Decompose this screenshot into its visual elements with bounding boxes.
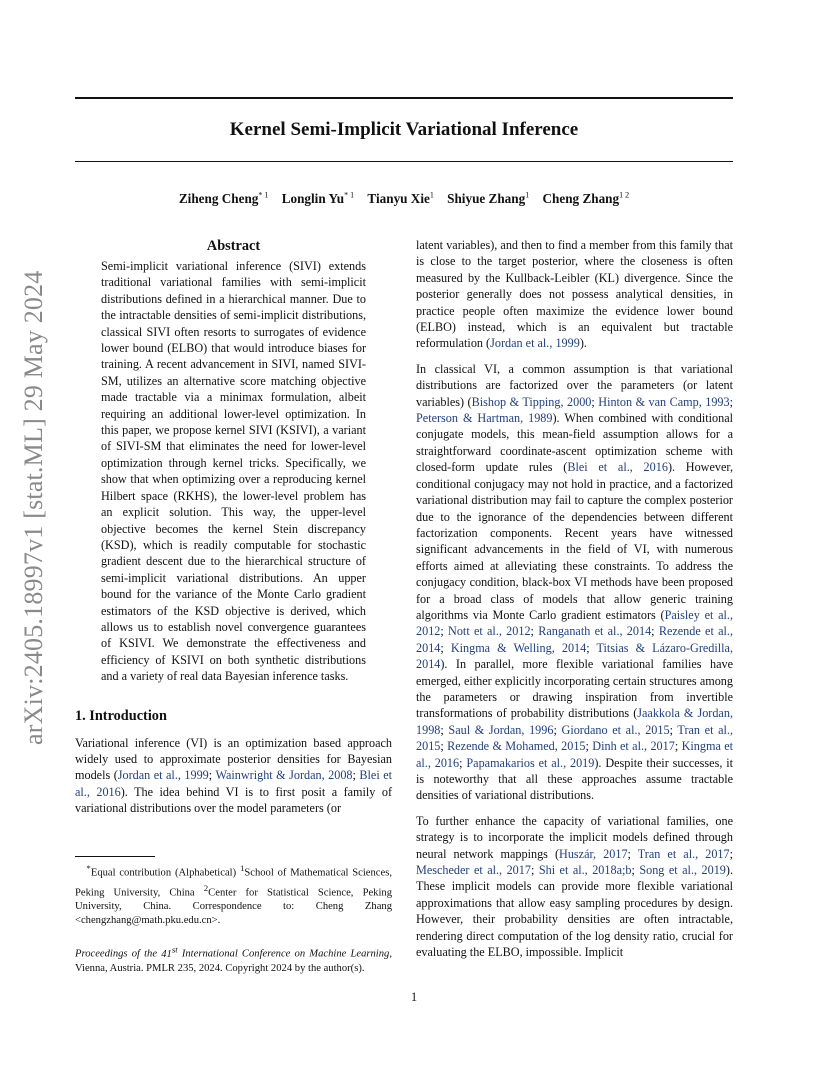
citation-link[interactable]: Wainwright & Jordan, 2008: [215, 768, 353, 783]
citation-link[interactable]: Shi et al., 2018a;b: [538, 863, 632, 878]
intro-paragraph-1: Variational inference (VI) is an optimization based approach widely used to approximate posterior densities for Bayesian models (Jordan et al., 1999; Wainwright & Jordan, 2008; Blei et al., 2016). The idea behind VI is to first posit a family of variational distributions over the model parameters (or: [75, 735, 393, 816]
citation-link[interactable]: Tran et al., 2017: [637, 846, 730, 861]
page-number: 1: [410, 990, 418, 1004]
citation-link[interactable]: Saul & Jordan, 1996: [448, 722, 554, 737]
citation-link[interactable]: Jordan et al., 1999: [490, 336, 580, 351]
proceedings-note: Proceedings of the 41st International Conference on Machine Learning, Vienna, Austria. PMLR 235, 2024. Copyright 2024 by the author(s).: [75, 944, 392, 974]
citation-link[interactable]: Bishop & Tipping, 2000: [471, 394, 592, 409]
citation-link[interactable]: Papamakarios et al., 2019: [466, 755, 595, 770]
citation-link[interactable]: Ranganath et al., 2014: [538, 624, 652, 639]
intro-paragraph-3: To further enhance the capacity of variational families, one strategy is to incorporate the implicit models defined through neural network mappings (Huszár, 2017; Tran et al., 2017; Mescheder et al., 2017; Shi et al., 2018a;b; Song et al., 2019). These implicit models can provide more flexible variational approximations that allow easy sampling procedures by design. However, their probability densities are often intractable, rendering direct computation of the log density ratio, crucial for evaluating the ELBO, impossible. Implicit: [416, 813, 733, 960]
citation-link[interactable]: Blei et al., 2016: [75, 768, 392, 799]
citation-link[interactable]: Kingma et al., 2016: [416, 739, 734, 770]
left-column: [75, 237, 392, 817]
citation-link[interactable]: Paisley et al., 2012: [416, 607, 734, 639]
top-rule: [75, 97, 733, 99]
paper-title: Kernel Semi-Implicit Variational Inference: [229, 119, 579, 140]
citation-link[interactable]: Huszár, 2017: [559, 846, 628, 861]
citation-link[interactable]: Jordan et al., 1999: [117, 768, 209, 783]
author: Tianyu Xie$^1$: [367, 191, 434, 207]
arxiv-sidebar-stamp: arXiv:2405.18997v1 [stat.ML] 29 May 2024: [19, 270, 48, 746]
citation-link[interactable]: Tran et al., 2015: [416, 722, 734, 754]
intro-paragraph-2: In classical VI, a common assumption is that variational distributions are factorized over the parameters (or latent variables) (Bishop & Tipping, 2000; Hinton & van Camp, 1993; Peterson & Hartman, 1989). When combined with conditional conjugate models, this mean-field assumption allows for a straightforward coordinate-ascent optimization scheme with closed-form update rules (Blei et al., 2016). However, conditional conjugacy may not hold in practice, and a factorized variational distribution may fail to capture the complex posterior due to the ignorance of the dependencies between different factorization components. Recent years have witnessed significant advancements in the field of VI, with numerous efforts aimed at alleviating these constraints. To address the conjugacy condition, black-box VI methods have been proposed for a broad class of models that allow generic training algorithms via Monte Carlo gradient estimators (Paisley et al., 2012; Nott et al., 2012; Ranganath et al., 2014; Rezende et al., 2014; Kingma & Welling, 2014; Titsias & Lázaro-Gredilla, 2014). In parallel, more flexible variational families have emerged, either explicitly incorporating certain structures among the parameters or drawing inspiration from invertible transformations of probability distributions (Jaakkola & Jordan, 1998; Saul & Jordan, 1996; Giordano et al., 2015; Tran et al., 2015; Rezende & Mohamed, 2015; Dinh et al., 2017; Kingma et al., 2016; Papamakarios et al., 2019). Despite their successes, it is noteworthy that all these approaches assume tractable densities of variational distributions.: [416, 361, 734, 803]
citation-link[interactable]: Nott et al., 2012: [448, 624, 531, 639]
citation-link[interactable]: Mescheder et al., 2017: [416, 863, 531, 878]
abstract-text: Semi-implicit variational inference (SIVI) extends traditional variational families with semi-implicit distributions defined in a hierarchical manner. Due to the intractable densities of semi-implicit distributions, classical SIVI often resorts to surrogates of evidence lower bound (ELBO) that would introduce biases for training. A recent advancement in SIVI, named SIVI-SM, utilizes an alternative score matching objective made tractable via a minimax formulation, albeit requiring an additional lower-level optimization. In this paper, we propose kernel SIVI (KSIVI), a variant of SIVI-SM that eliminates the need for lower-level optimization through kernel tricks. Specifically, we show that when optimizing over a reproducing kernel Hilbert space (RKHS), the lower-level problem has an explicit solution. This way, the upper-level objective becomes the kernel Stein discrepancy (KSD), which is readily computable for stochastic gradient descent due to the hierarchical structure of semi-implicit variational distributions. An upper bound for the variance of the Monte Carlo gradient estimators of the KSD objective is derived, which allows us to establish novel convergence guarantees of KSIVI. We demonstrate the effectiveness and efficiency of KSIVI on both synthetic distributions and a variety of real data Bayesian inference tasks.: [101, 259, 366, 684]
abstract-heading: Abstract: [206, 238, 261, 254]
footnotes: [75, 856, 392, 976]
right-column: [416, 237, 733, 969]
author: Shiyue Zhang$^1$: [447, 191, 530, 207]
title-bottom-rule: [75, 161, 733, 162]
citation-link[interactable]: Kingma & Welling, 2014: [450, 640, 587, 655]
author: Ziheng Cheng$^{* 1}$: [178, 191, 269, 207]
author: Longlin Yu$^{* 1}$: [281, 191, 355, 207]
citation-link[interactable]: Rezende & Mohamed, 2015: [447, 739, 586, 754]
intro-paragraph-1-continued: latent variables), and then to find a member from this family that is close to the target posterior, where the closeness is often measured by the Kullback-Leibler (KL) divergence. Since the posterior generally does not possess analytical densities, in practice people often maximize the evidence lower bound (ELBO) instead, which is an equivalent but tractable reformulation (Jordan et al., 1999).: [416, 238, 733, 351]
citation-link[interactable]: Jaakkola & Jordan, 1998: [416, 706, 733, 737]
citation-link[interactable]: Hinton & van Camp, 1993: [598, 394, 730, 409]
author: Cheng Zhang$^{1 2}$: [542, 191, 630, 207]
citation-link[interactable]: Titsias & Lázaro-Gredilla, 2014: [416, 640, 733, 672]
citation-link[interactable]: Blei et al., 2016: [567, 460, 668, 475]
citation-link[interactable]: Rezende et al., 2014: [416, 624, 733, 655]
author-list: [75, 191, 733, 207]
citation-link[interactable]: Dinh et al., 2017: [592, 739, 675, 754]
citation-link[interactable]: Song et al., 2019: [639, 863, 726, 878]
footnote-affiliations: *Equal contribution (Alphabetical) $^1$School of Mathematical Sciences, Peking University, China $^2$Center for Statistical Science, Peking University, China. Correspondence to: Cheng Zhang <chengzhang@math.pku.edu.cn>.: [75, 863, 392, 927]
footnote-rule: [75, 856, 155, 857]
citation-link[interactable]: Giordano et al., 2015: [561, 722, 670, 737]
section-heading-introduction: 1. Introduction: [75, 707, 167, 724]
citation-link[interactable]: Peterson & Hartman, 1989: [416, 411, 553, 426]
